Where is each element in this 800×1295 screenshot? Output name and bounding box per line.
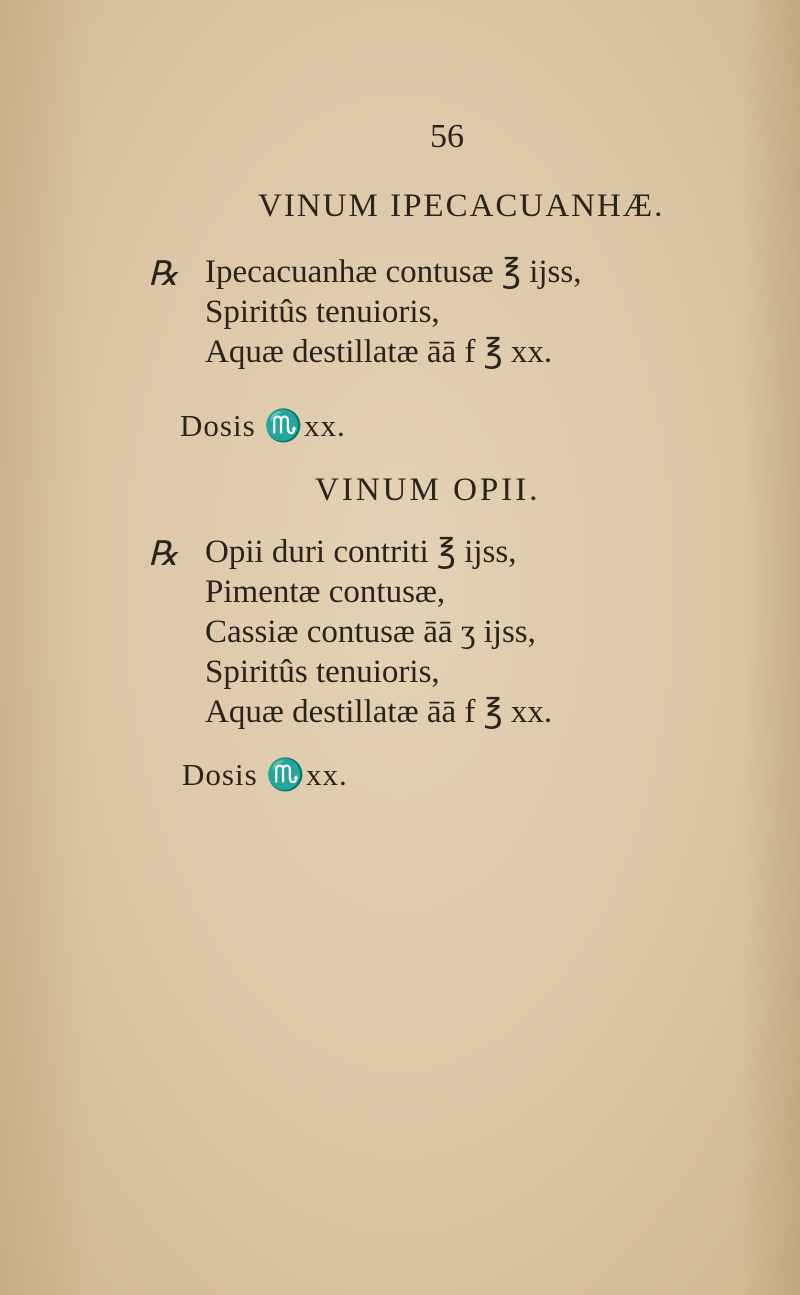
recipe-symbol: ℞	[148, 536, 179, 573]
page-number: 56	[430, 118, 464, 155]
dosis-line: Dosis ♏xx.	[180, 408, 346, 443]
page-shadow-right	[740, 0, 800, 1295]
recipe-symbol: ℞	[148, 256, 179, 293]
ingredient-line: Opii duri contriti ℥ ijss,	[205, 534, 517, 570]
ingredient-line: Aquæ destillatæ āā f ℥ xx.	[205, 694, 553, 730]
section-title-vinum-ipecacuanhae: VINUM IPECACUANHÆ.	[258, 188, 665, 224]
ingredient-line: Aquæ destillatæ āā f ℥ xx.	[205, 334, 553, 370]
ingredient-line: Cassiæ contusæ āā ʒ ijss,	[205, 614, 536, 650]
section-title-vinum-opii: VINUM OPII.	[315, 472, 541, 508]
dosis-line: Dosis ♏xx.	[182, 757, 348, 792]
ingredient-line: Spiritûs tenuioris,	[205, 294, 440, 330]
ingredient-line: Pimentæ contusæ,	[205, 574, 446, 610]
ingredient-line: Ipecacuanhæ contusæ ℥ ijss,	[205, 254, 582, 290]
page-shadow-left	[0, 0, 90, 1295]
ingredient-line: Spiritûs tenuioris,	[205, 654, 440, 690]
